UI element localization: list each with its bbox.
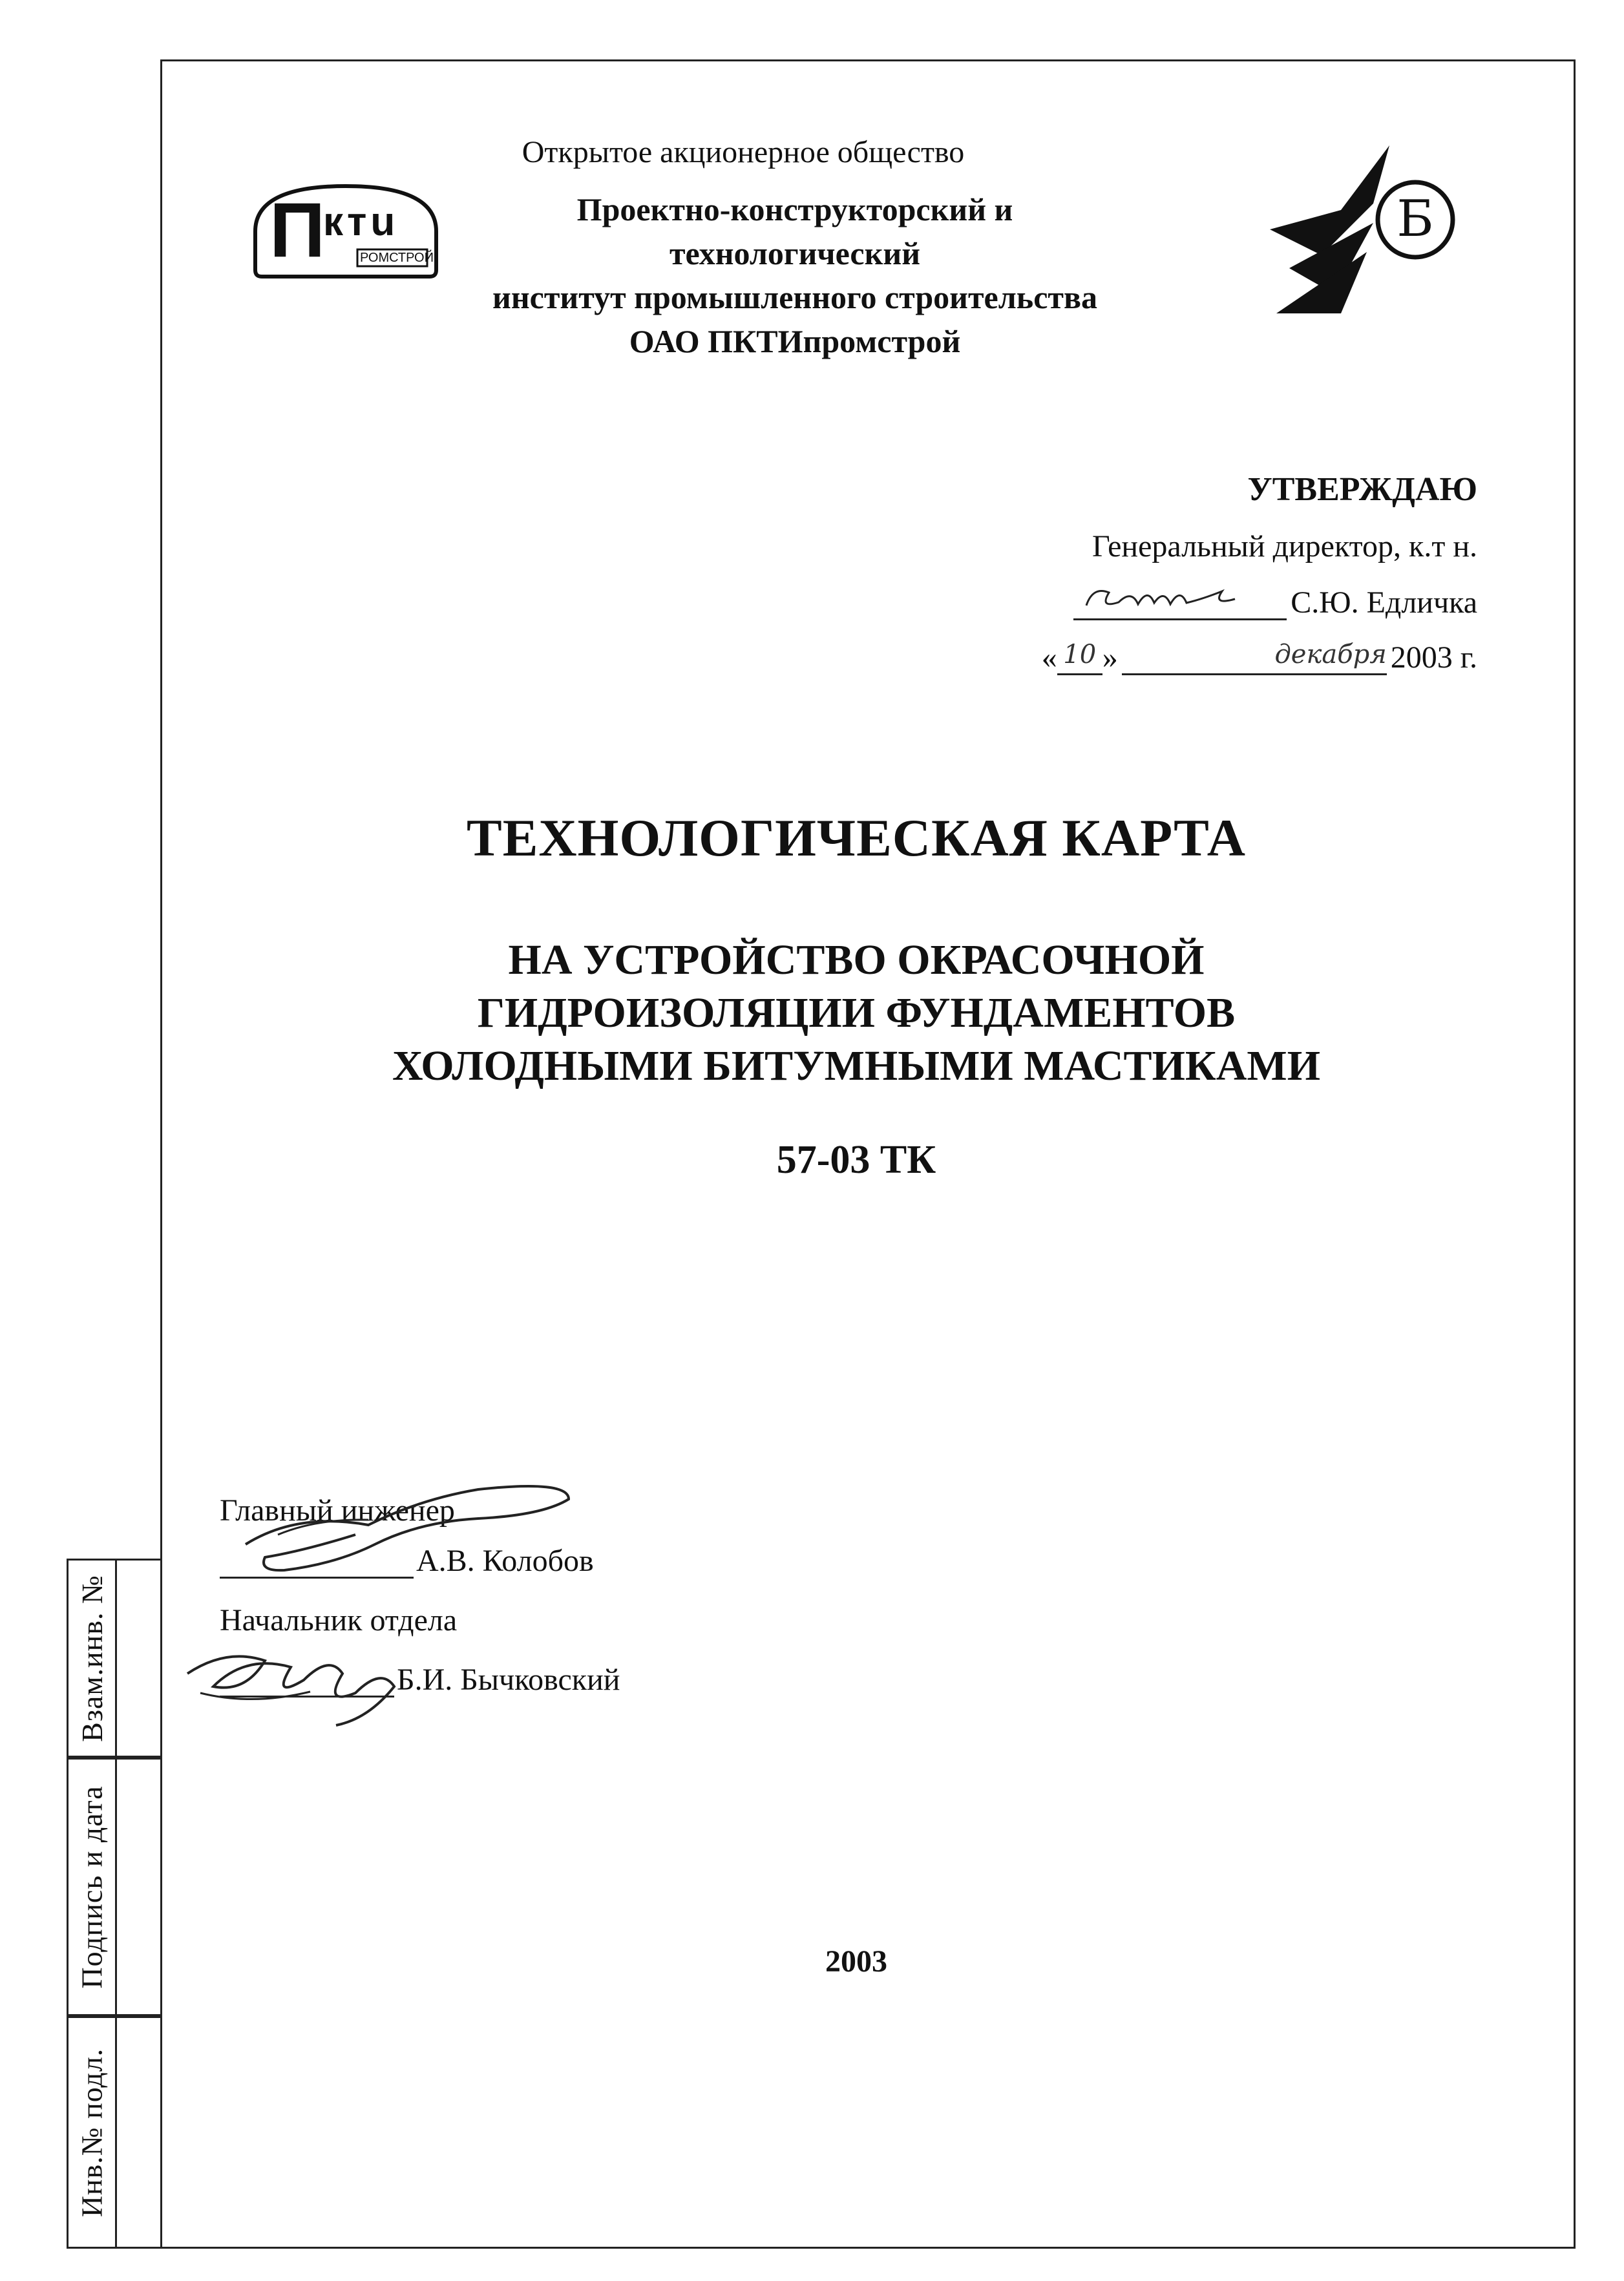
stamp-replaced-inv (67, 1559, 160, 1758)
subtitle-line2: ГИДРОИЗОЛЯЦИИ ФУНДАМЕНТОВ (477, 989, 1236, 1036)
document-subtitle (258, 934, 1454, 1093)
svg-text:Б: Б (1397, 190, 1434, 248)
logo-letters: ктu (323, 200, 399, 244)
dept-head-title: Начальник отдела (220, 1603, 458, 1637)
footer-year: 2003 (825, 1944, 887, 1979)
org-name-line1: Проектно-конструкторский и технологический (576, 191, 1013, 271)
stamp-sign-date-label: Подпись и дата (75, 1785, 109, 1989)
org-name (452, 187, 1137, 363)
stamp-orig-inv-label: Инв.№ подл. (75, 2048, 109, 2217)
date-open-quote: « (1041, 640, 1057, 675)
approval-signature-line (1070, 585, 1477, 620)
org-type: Открытое акционерное общество (522, 135, 965, 169)
dept-head-name: Б.И. Бычковский (397, 1663, 620, 1697)
chief-engineer-name: А.В. Колобов (416, 1544, 594, 1578)
stamp-orig-inv (67, 2016, 160, 2249)
approval-title: УТВЕРЖДАЮ (1247, 471, 1477, 508)
stamp-sign-date (67, 1758, 160, 2016)
date-day: 10 (1057, 640, 1102, 675)
date-month: декабря (1122, 640, 1387, 675)
star-emblem-logo (1263, 139, 1477, 320)
chief-engineer-signature (207, 1473, 595, 1583)
director-name: С.Ю. Едличка (1291, 585, 1477, 620)
logo-letter-p: П (269, 187, 326, 273)
document-title: ТЕХНОЛОГИЧЕСКАЯ КАРТА (467, 808, 1246, 867)
stamp-replaced-inv-label: Взам.инв. № (75, 1574, 109, 1742)
pktipromstroy-logo (242, 180, 449, 283)
subtitle-line3: ХОЛОДНЫМИ БИТУМНЫМИ МАСТИКАМИ (392, 1042, 1321, 1089)
date-year: 2003 г. (1390, 640, 1477, 675)
subtitle-line1: НА УСТРОЙСТВО ОКРАСОЧНОЙ (508, 936, 1205, 983)
chief-engineer-title: Главный инженер (220, 1493, 455, 1528)
director-signature (1073, 585, 1287, 620)
org-name-line3: ОАО ПКТИпромстрой (629, 323, 961, 359)
approval-position: Генеральный директор, к.т н. (1091, 529, 1477, 563)
date-close-quote: » (1102, 640, 1118, 675)
approval-date-line (1042, 640, 1477, 675)
logo-caption: РОМСТРОЙ (360, 251, 434, 265)
dept-head-signature (174, 1615, 446, 1732)
document-code: 57-03 ТК (776, 1138, 936, 1182)
org-name-line2: институт промышленного строительства (492, 279, 1097, 315)
